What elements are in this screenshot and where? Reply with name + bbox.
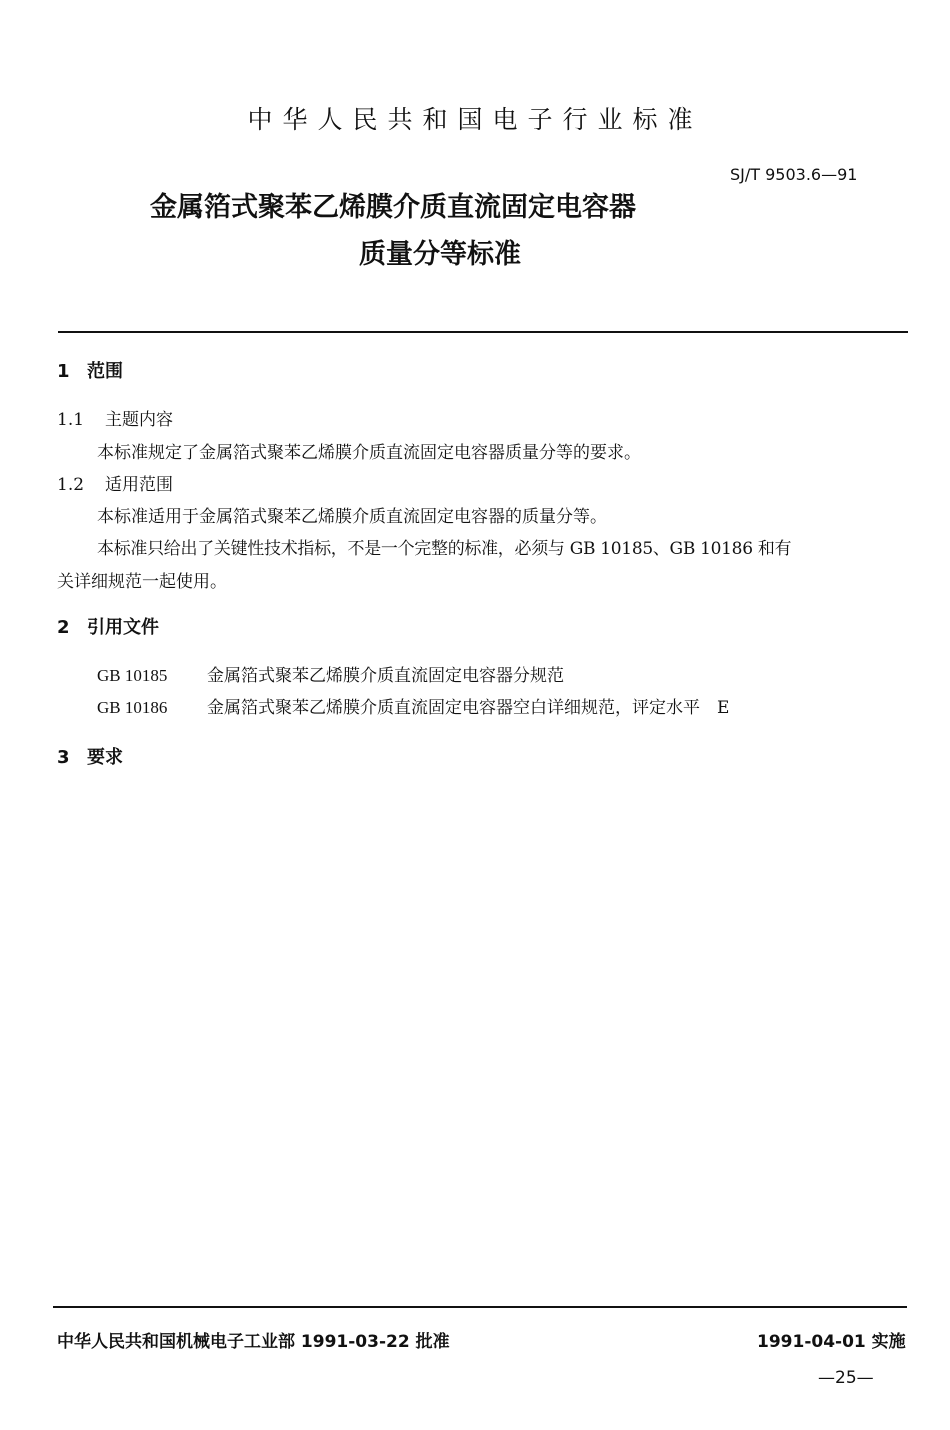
section-title: 范围 <box>87 361 123 382</box>
section-title: 引用文件 <box>87 617 159 638</box>
section-title: 主题内容 <box>105 410 173 430</box>
section-1-1-text: 本标准规定了金属箔式聚苯乙烯膜介质直流固定电容器质量分等的要求。 <box>97 443 641 463</box>
section-number: 2 <box>57 617 70 638</box>
section-number: 1.1 <box>57 410 85 430</box>
reference-title: 金属箔式聚苯乙烯膜介质直流固定电容器空白详细规范，评定水平 E <box>207 698 730 718</box>
reference-item <box>97 661 564 686</box>
reference-title: 金属箔式聚苯乙烯膜介质直流固定电容器分规范 <box>207 666 564 686</box>
section-1-2-text-1: 本标准适用于金属箔式聚苯乙烯膜介质直流固定电容器的质量分等。 <box>97 507 607 527</box>
header-divider <box>58 331 908 333</box>
reference-item <box>97 693 729 718</box>
section-number: 1.2 <box>57 475 85 495</box>
effective-date: 1991-04-01 实施 <box>757 1332 906 1352</box>
section-1-2-text-3: 关详细规范一起使用。 <box>57 572 227 592</box>
org-title: 中华人民共和国电子行业标准 <box>247 105 703 134</box>
section-title: 要求 <box>87 747 123 768</box>
reference-code: GB 10186 <box>97 698 168 717</box>
section-number: 3 <box>57 747 70 768</box>
reference-code: GB 10185 <box>97 666 168 685</box>
section-2-heading <box>57 613 159 639</box>
section-1-heading <box>57 357 123 383</box>
document-title-line2: 质量分等标准 <box>359 239 521 270</box>
standard-code: SJ/T 9503.6—91 <box>730 165 858 184</box>
issuer-line: 中华人民共和国机械电子工业部 1991-03-22 批准 <box>57 1332 450 1352</box>
section-1-1-heading <box>57 405 173 430</box>
document-title-line1: 金属箔式聚苯乙烯膜介质直流固定电容器 <box>150 192 636 223</box>
section-1-2-heading <box>57 470 173 495</box>
section-1-2-text-2: 本标准只给出了关键性技术指标，不是一个完整的标准，必须与 GB 10185、GB 10186 和有 <box>97 539 792 559</box>
section-3-heading <box>57 743 123 769</box>
section-title: 适用范围 <box>105 475 173 495</box>
footer-divider <box>53 1306 907 1308</box>
page-number: —25— <box>818 1368 874 1388</box>
section-number: 1 <box>57 361 70 382</box>
